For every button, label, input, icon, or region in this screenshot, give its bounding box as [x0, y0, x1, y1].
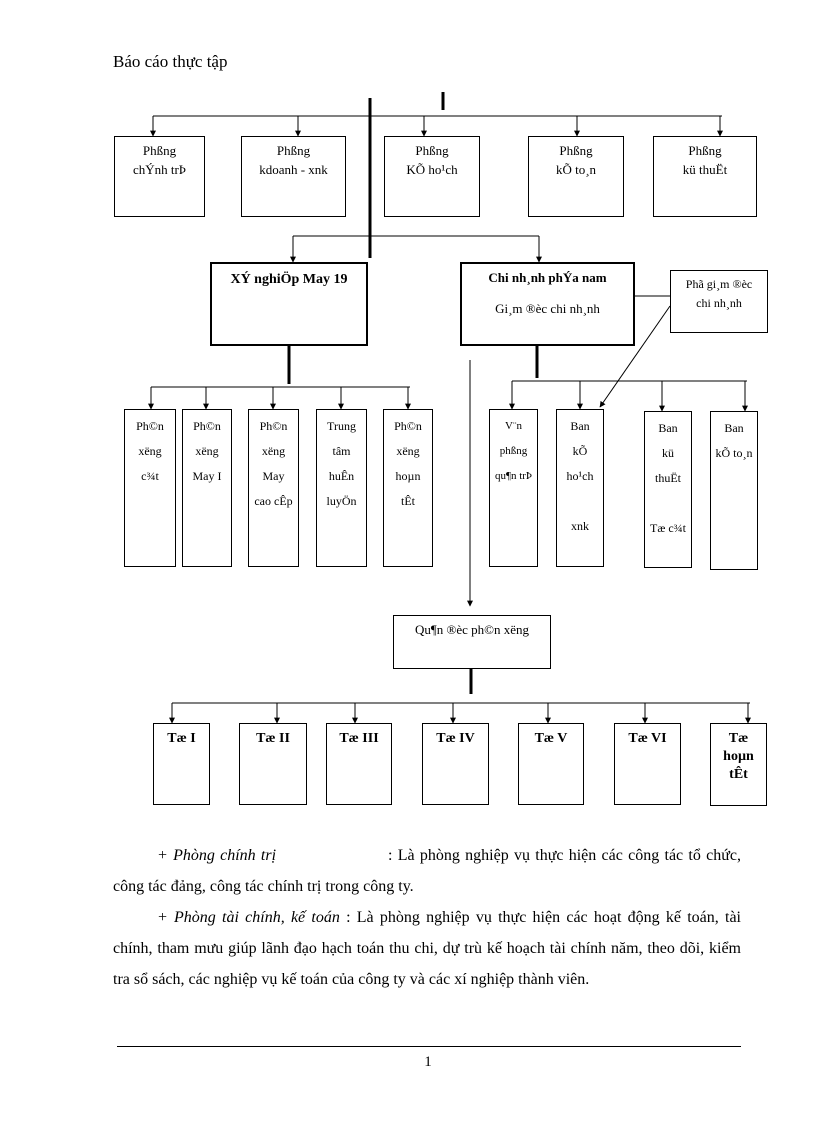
box-pho-giam-doc: Phã gi¸m ®èc chi nh¸nh	[670, 270, 768, 333]
box-chi-nhanh	[460, 262, 635, 346]
chi-nhanh-title: Chi nh¸nh phÝa nam	[488, 270, 607, 285]
box-cn-van-phong: V¨n phßng qu¶n trÞ	[489, 409, 538, 567]
box-cn-ke-toan: Ban kÕ to¸n	[710, 411, 758, 570]
text-phong-chinh-tri: : Là phòng nghiệp vụ thực hiện các công tác tổ chức, công tác đảng, công tác chính trị trong công ty.	[113, 847, 742, 895]
box-cn-ky-thuat: Ban kü thuËt Tæ c¾t	[644, 411, 692, 568]
box-team-1: Tæ I	[153, 723, 210, 805]
paragraph-phong-tai-chinh	[113, 902, 741, 995]
footer-rule	[117, 1046, 741, 1047]
box-phong-chinh-tri: Phßng chÝnh trÞ	[114, 136, 205, 217]
box-phong-ky-thuat: Phßng kü thuËt	[653, 136, 757, 217]
box-xn-unit-trung-tam: Trung tâm huÊn luyÖn	[316, 409, 367, 567]
box-team-5: Tæ V	[518, 723, 584, 805]
box-team-4: Tæ IV	[422, 723, 489, 805]
box-xn-unit-cat: Ph©n xëng c¾t	[124, 409, 176, 567]
chi-nhanh-subtitle: Gi¸m ®èc chi nh¸nh	[495, 301, 600, 316]
term-phong-chinh-tri: + Phòng chính trị	[157, 847, 277, 864]
paragraph-phong-chinh-tri	[113, 840, 741, 902]
page-number: 1	[424, 1054, 432, 1070]
document-header-title: Báo cáo thực tập	[113, 52, 228, 71]
box-team-2: Tæ II	[239, 723, 307, 805]
box-team-hoan-tat: Tæ hoµn tÊt	[710, 723, 767, 806]
box-xn-unit-may1: Ph©n xëng May I	[182, 409, 232, 567]
box-phong-ke-toan: Phßng kÕ to¸n	[528, 136, 624, 217]
box-team-6: Tæ VI	[614, 723, 681, 805]
box-cn-ke-hoach: Ban kÕ ho¹ch xnk	[556, 409, 604, 567]
box-phong-kinh-doanh: Phßng kdoanh - xnk	[241, 136, 346, 217]
box-quan-doc: Qu¶n ®èc ph©n xëng	[393, 615, 551, 669]
box-phong-ke-hoach: Phßng KÕ ho¹ch	[384, 136, 480, 217]
term-phong-tai-chinh: + Phòng tài chính, kế toán	[157, 909, 340, 926]
text-phong-tai-chinh: : Là phòng nghiệp vụ thực hiện các hoạt động kế toán, tài chính, tham mưu giúp lãnh đạo hạch toán thu chi, dự trù kế hoạch tài chính năm, theo dõi, kiểm tra sổ sách, các nghiệp vụ kế toán của công ty và các xí nghiệp thành viên.	[113, 909, 741, 988]
box-xn-unit-hoan-tat: Ph©n xëng hoµn tÊt	[383, 409, 433, 567]
box-team-3: Tæ III	[326, 723, 392, 805]
box-xn-unit-cao-cap: Ph©n xëng May cao cÊp	[248, 409, 299, 567]
box-xi-nghiep: XÝ nghiÖp May 19	[210, 262, 368, 346]
